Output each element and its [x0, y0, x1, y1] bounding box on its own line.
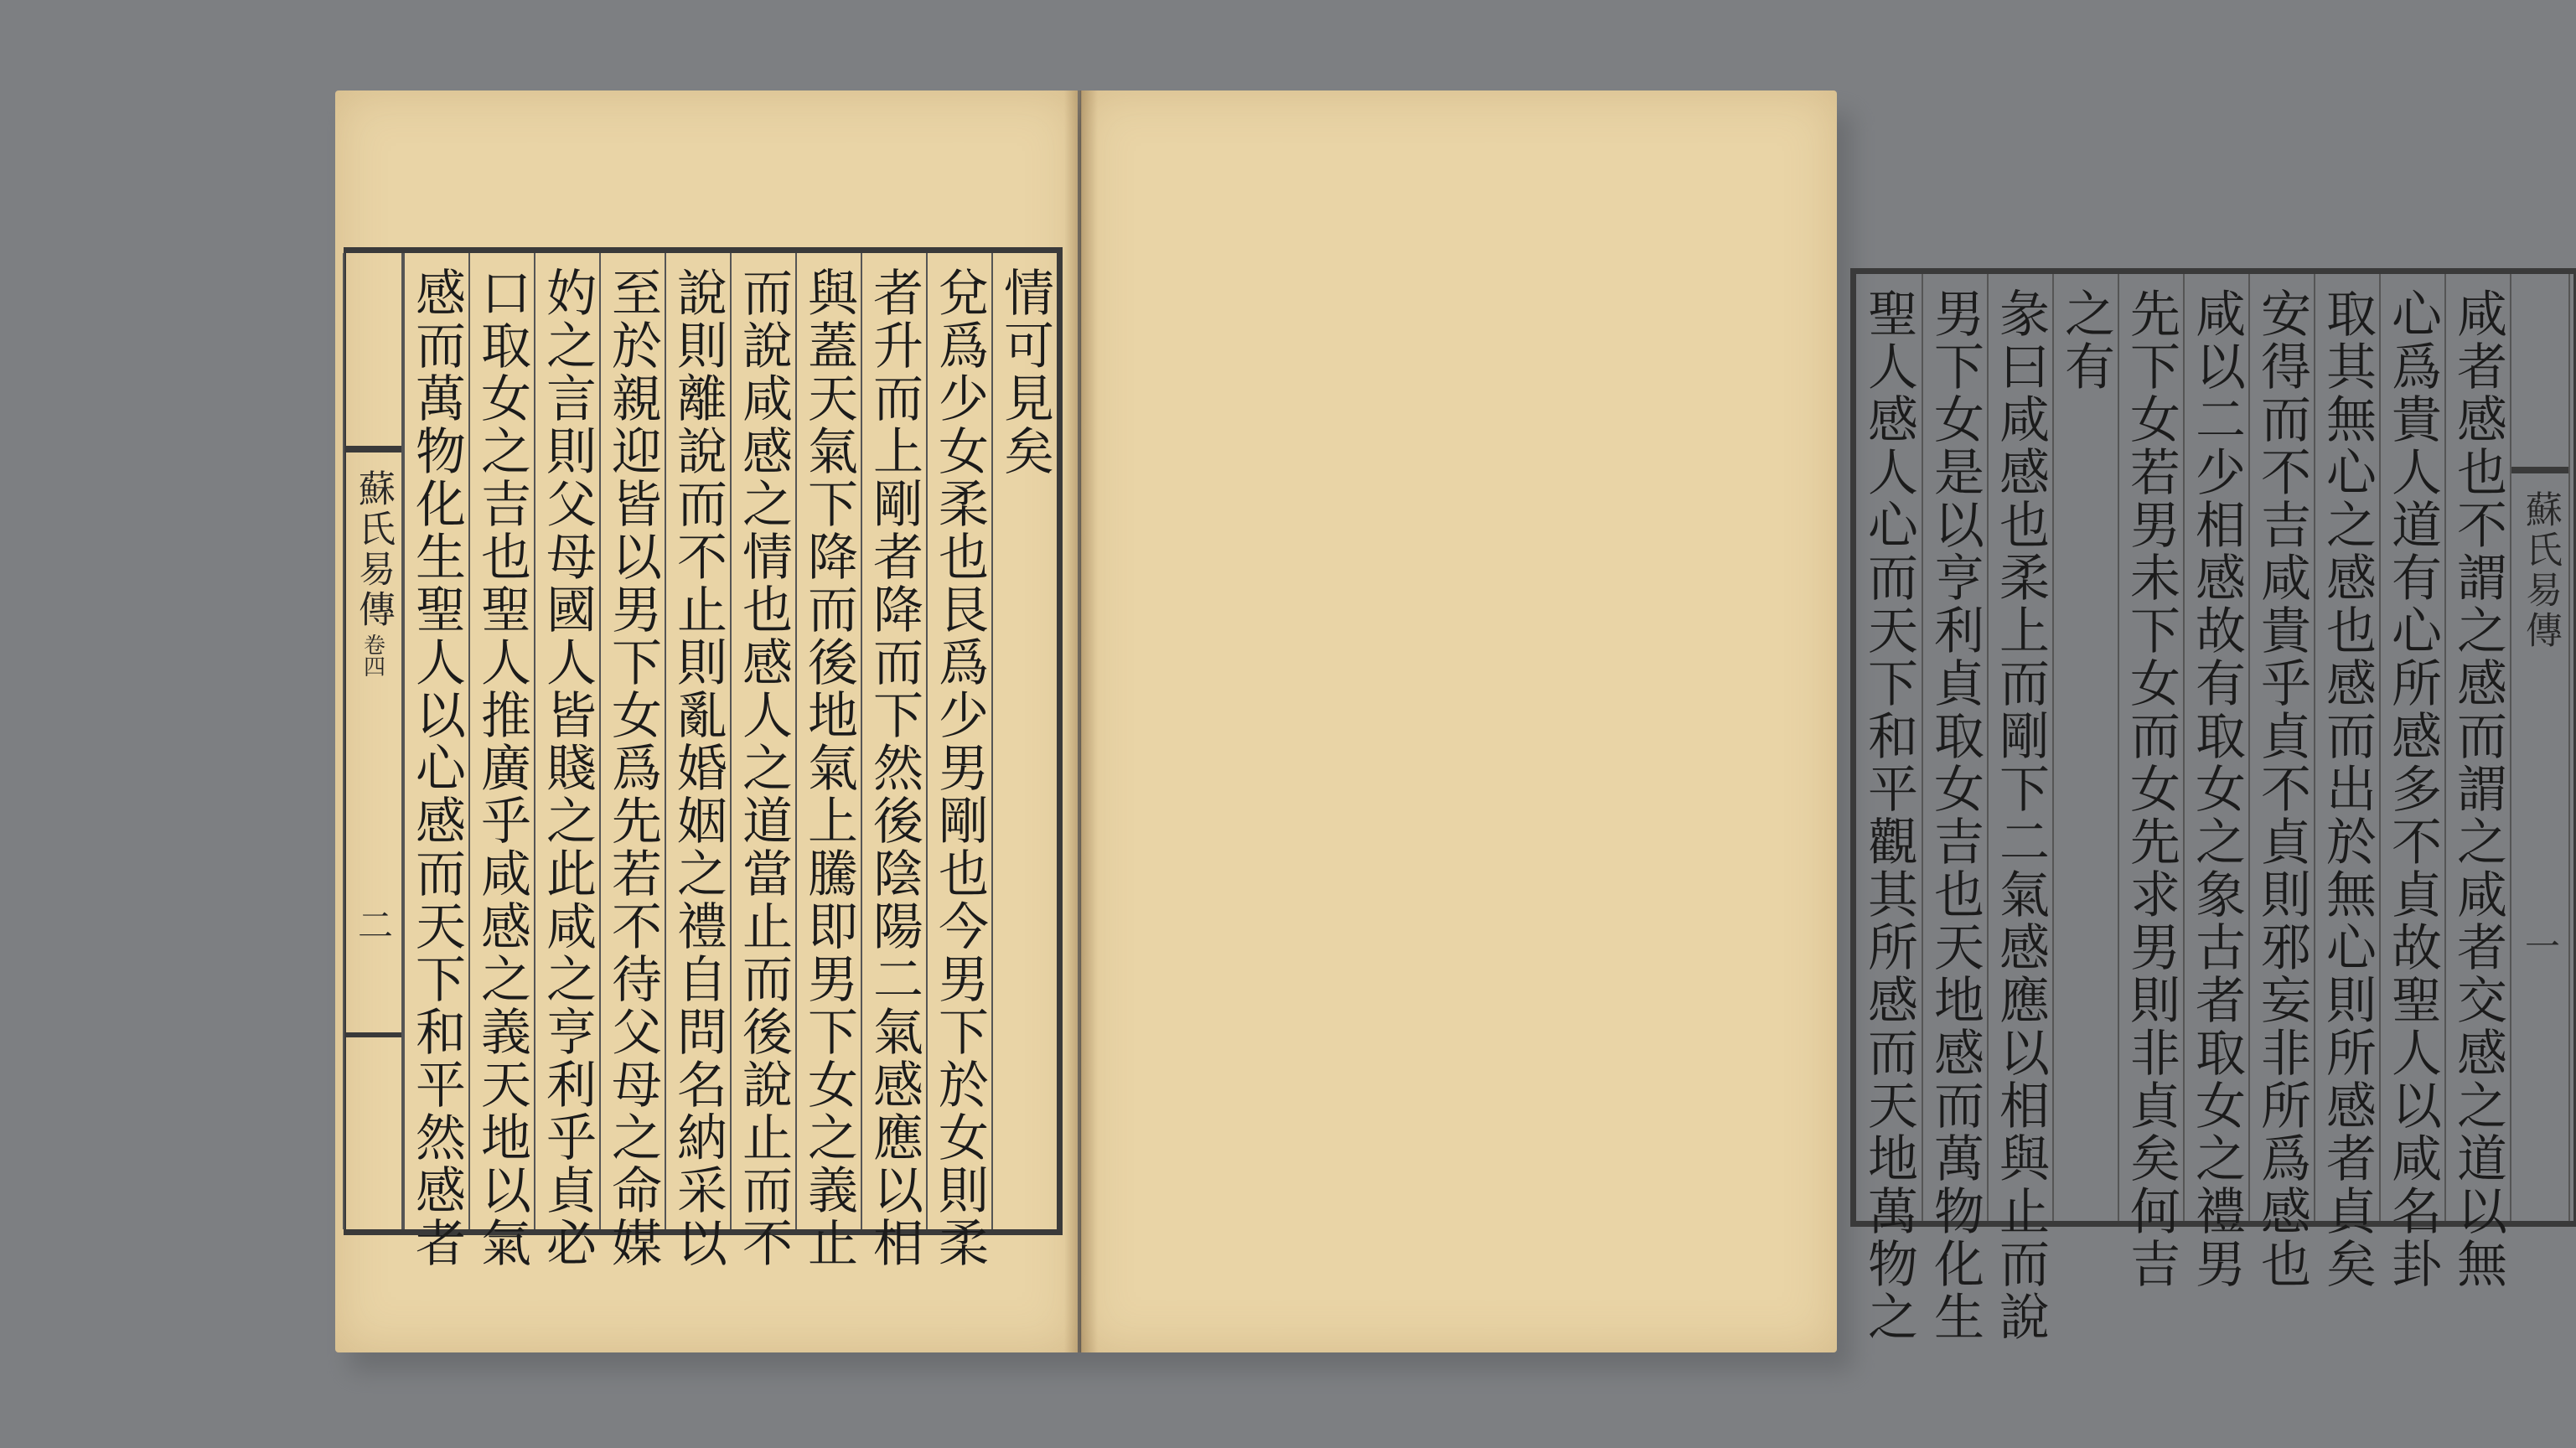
fish-tail-mark-bottom: [344, 1032, 401, 1037]
page-number: 一: [2520, 928, 2561, 963]
text-column: 兌爲少女柔也艮爲少男剛也今男下於女則柔: [926, 253, 991, 1229]
text-column: 男下女是以亨利貞取女吉也天地感而萬物化生: [1922, 274, 1987, 1221]
book-gutter: [1064, 90, 1098, 1352]
right-page-frame: [1850, 268, 2576, 1343]
book-title: 蘇氏易傳: [2519, 490, 2562, 651]
open-book: [335, 90, 2562, 1352]
text-column: 取其無心之感也感而出於無心則所感者貞矣: [2314, 274, 2379, 1221]
volume-label: 卷四: [360, 634, 385, 677]
center-banner: [2510, 274, 2570, 1221]
text-column: 安得而不吉咸貴乎貞不貞則邪妄非所爲感也: [2248, 274, 2314, 1221]
left-page: [335, 90, 1078, 1352]
text-column: 與蓋天氣下降而後地氣上騰即男下女之義止: [795, 253, 861, 1229]
fish-tail-mark: [344, 446, 401, 452]
text-column: 至於親迎皆以男下女爲先若不待父母之命媒: [599, 253, 665, 1229]
text-column: 咸者感也不謂之感而謂之咸者交感之道以無: [2444, 274, 2510, 1221]
fish-tail-mark: [2511, 467, 2568, 473]
text-column: 說則離說而不止則亂婚姻之禮自問名納采以: [665, 253, 730, 1229]
text-column: 咸以二少相感故有取女之象古者取女之禮男: [2183, 274, 2248, 1221]
text-column: 彖曰咸感也柔上而剛下二氣感應以相與止而說: [1987, 274, 2052, 1221]
text-column: 口取女之吉也聖人推廣乎咸感之義天地以氣: [468, 253, 534, 1229]
text-column: 妁之言則父母國人皆賤之此咸之亨利乎貞必: [534, 253, 599, 1229]
right-page-text-columns: [1856, 274, 2570, 1343]
text-column: 情可見矣: [991, 253, 1057, 1229]
text-column: 者升而上剛者降而下然後陰陽二氣感應以相: [861, 253, 926, 1229]
left-page-frame: [344, 247, 1063, 1270]
center-banner: [343, 253, 403, 1229]
left-page-text-columns: [343, 253, 1057, 1270]
text-column: 心爲貴人道有心所感多不貞故聖人以咸名卦: [2379, 274, 2444, 1221]
right-page: [1081, 90, 2562, 1352]
text-column: 而說咸感之情也感人之道當止而後說止而不: [730, 253, 795, 1229]
page-number: 二: [353, 907, 394, 942]
text-column: 聖人感人心而天下和平觀其所感而天地萬物之: [1860, 287, 1918, 1343]
text-column: 先下女若男未下女而女先求男則非貞矣何吉: [2118, 274, 2183, 1221]
text-column: 感而萬物化生聖人以心感而天下和平然感者: [403, 253, 468, 1229]
book-title: 蘇氏易傳: [352, 469, 395, 630]
text-column: 之有: [2052, 274, 2118, 1221]
